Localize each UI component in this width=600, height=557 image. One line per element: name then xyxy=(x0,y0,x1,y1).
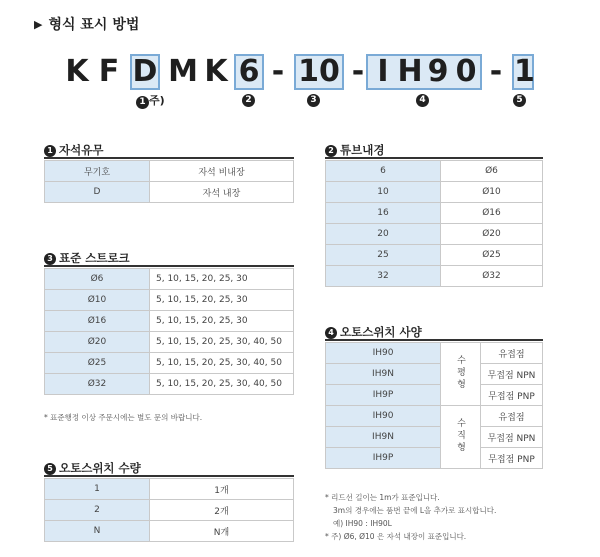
table-cell: IH9N xyxy=(326,427,441,448)
table-cell: Ø32 xyxy=(441,266,543,287)
table-cell: IH9P xyxy=(326,448,441,469)
orientation-label: 수직형 xyxy=(455,417,465,454)
section-title-text: 오토스위치 사양 xyxy=(340,325,422,339)
table-cell: 32 xyxy=(326,266,441,287)
table-cell: 유접점 xyxy=(481,406,543,427)
marker-number: 3 xyxy=(307,94,320,107)
model-char: K xyxy=(204,54,228,89)
section-title-text: 표준 스트로크 xyxy=(59,251,130,265)
marker-4 xyxy=(416,92,429,107)
section-title-text: 자석유무 xyxy=(59,143,104,157)
table-cell: 무기호 xyxy=(45,161,150,182)
table-cell: 자석 비내장 xyxy=(150,161,294,182)
marker-number: 2 xyxy=(242,94,255,107)
stroke-note: * 표준행정 이상 주문시에는 별도 문의 바랍니다. xyxy=(44,413,203,422)
model-char-stroke: 10 xyxy=(294,54,344,90)
table-row xyxy=(326,161,543,182)
model-char: 9 xyxy=(427,54,449,89)
section-number: 2 xyxy=(325,145,337,157)
section-title-text: 튜브내경 xyxy=(340,143,385,157)
table-cell: Ø10 xyxy=(441,182,543,203)
page-title xyxy=(34,14,139,34)
section-rule xyxy=(325,157,543,159)
table-cell: 무접점 PNP xyxy=(481,385,543,406)
model-char: M xyxy=(168,54,198,89)
marker-number: 1 xyxy=(136,96,149,109)
model-char: K xyxy=(65,54,89,89)
orientation-label: 수평형 xyxy=(455,354,465,391)
switch-table xyxy=(325,342,543,469)
table-row xyxy=(45,182,294,203)
table-row xyxy=(326,245,543,266)
marker-3 xyxy=(307,92,320,107)
table-row xyxy=(45,521,294,542)
marker-number: 4 xyxy=(416,94,429,107)
section-1-title xyxy=(44,142,103,158)
model-dash: - xyxy=(489,54,503,89)
note-line: * 리드선 길이는 1m가 표준입니다. xyxy=(325,493,440,502)
model-char-qty: 1 xyxy=(514,54,535,89)
table-cell: Ø16 xyxy=(45,311,150,332)
bore-table xyxy=(325,160,543,287)
orientation-cell xyxy=(441,343,481,406)
section-rule xyxy=(325,339,543,341)
section-4-title xyxy=(325,324,422,340)
section-2-title xyxy=(325,142,384,158)
section-rule xyxy=(44,475,294,477)
table-row xyxy=(45,353,294,374)
table-cell: Ø16 xyxy=(441,203,543,224)
table-cell: 무접점 NPN xyxy=(481,427,543,448)
table-cell: 5, 10, 15, 20, 25, 30, 40, 50 xyxy=(150,332,294,353)
table-cell: Ø25 xyxy=(441,245,543,266)
table-row xyxy=(45,479,294,500)
table-row xyxy=(45,374,294,395)
table-cell: 20 xyxy=(326,224,441,245)
play-arrow-icon: ▶ xyxy=(34,18,43,31)
table-cell: Ø6 xyxy=(441,161,543,182)
table-cell: IH90 xyxy=(326,406,441,427)
table-cell: 1개 xyxy=(150,479,294,500)
note-line: * 주) Ø6, Ø10 은 자석 내장이 표준입니다. xyxy=(325,532,467,541)
table-cell: 무접점 NPN xyxy=(481,364,543,385)
table-cell: 1 xyxy=(45,479,150,500)
table-cell: D xyxy=(45,182,150,203)
table-cell: Ø20 xyxy=(441,224,543,245)
marker-2 xyxy=(242,92,255,107)
table-cell: 무접점 PNP xyxy=(481,448,543,469)
table-cell: 5, 10, 15, 20, 25, 30, 40, 50 xyxy=(150,374,294,395)
model-char: H xyxy=(397,54,423,89)
section-title-text: 오토스위치 수량 xyxy=(59,461,141,475)
marker-suffix: 주) xyxy=(149,94,165,107)
table-cell: 6 xyxy=(326,161,441,182)
model-dash: - xyxy=(351,54,365,89)
table-row xyxy=(326,427,543,448)
table-cell: 유접점 xyxy=(481,343,543,364)
note-line: 예) IH90 : IH90L xyxy=(333,519,392,528)
table-row xyxy=(326,182,543,203)
table-cell: IH90 xyxy=(326,343,441,364)
model-dash: - xyxy=(271,54,285,89)
stroke-table xyxy=(44,268,294,395)
table-cell: 5, 10, 15, 20, 25, 30, 40, 50 xyxy=(150,353,294,374)
marker-number: 5 xyxy=(513,94,526,107)
magnet-table xyxy=(44,160,294,203)
model-char: 0 xyxy=(455,54,477,89)
page-title-text: 형식 표시 방법 xyxy=(48,17,140,33)
table-cell: N개 xyxy=(150,521,294,542)
section-number: 5 xyxy=(44,463,56,475)
table-row xyxy=(45,290,294,311)
section-3-title xyxy=(44,250,130,266)
table-row xyxy=(45,161,294,182)
switch-notes xyxy=(325,491,496,543)
section-rule xyxy=(44,265,294,267)
model-char: I xyxy=(377,54,389,89)
table-cell: 2개 xyxy=(150,500,294,521)
table-cell: IH9N xyxy=(326,364,441,385)
table-row xyxy=(45,500,294,521)
table-cell: Ø32 xyxy=(45,374,150,395)
table-cell: 5, 10, 15, 20, 25, 30 xyxy=(150,269,294,290)
table-cell: Ø25 xyxy=(45,353,150,374)
marker-1 xyxy=(136,92,165,109)
section-number: 3 xyxy=(44,253,56,265)
table-row xyxy=(326,203,543,224)
note-line: 3m의 경우에는 품번 끝에 L을 추가로 표시합니다. xyxy=(333,506,497,515)
table-cell: Ø10 xyxy=(45,290,150,311)
table-cell: 16 xyxy=(326,203,441,224)
section-number: 4 xyxy=(325,327,337,339)
marker-5 xyxy=(513,92,526,107)
table-cell: 자석 내장 xyxy=(150,182,294,203)
table-cell: Ø20 xyxy=(45,332,150,353)
orientation-cell xyxy=(441,406,481,469)
table-row xyxy=(45,269,294,290)
model-char-magnet: D xyxy=(130,54,160,90)
table-row xyxy=(326,406,543,427)
section-5-title xyxy=(44,460,141,476)
table-cell: 5, 10, 15, 20, 25, 30 xyxy=(150,311,294,332)
table-row xyxy=(45,332,294,353)
model-char-bore: 6 xyxy=(234,54,264,90)
table-cell: 5, 10, 15, 20, 25, 30 xyxy=(150,290,294,311)
table-row xyxy=(326,448,543,469)
section-number: 1 xyxy=(44,145,56,157)
table-row xyxy=(326,224,543,245)
table-row xyxy=(326,343,543,364)
table-row xyxy=(326,266,543,287)
section-rule xyxy=(44,157,294,159)
table-cell: 25 xyxy=(326,245,441,266)
table-row xyxy=(326,385,543,406)
table-row xyxy=(45,311,294,332)
model-char: F xyxy=(98,54,120,89)
table-cell: Ø6 xyxy=(45,269,150,290)
table-row xyxy=(326,364,543,385)
table-cell: IH9P xyxy=(326,385,441,406)
table-cell: 10 xyxy=(326,182,441,203)
quantity-table xyxy=(44,478,294,542)
table-cell: 2 xyxy=(45,500,150,521)
table-cell: N xyxy=(45,521,150,542)
